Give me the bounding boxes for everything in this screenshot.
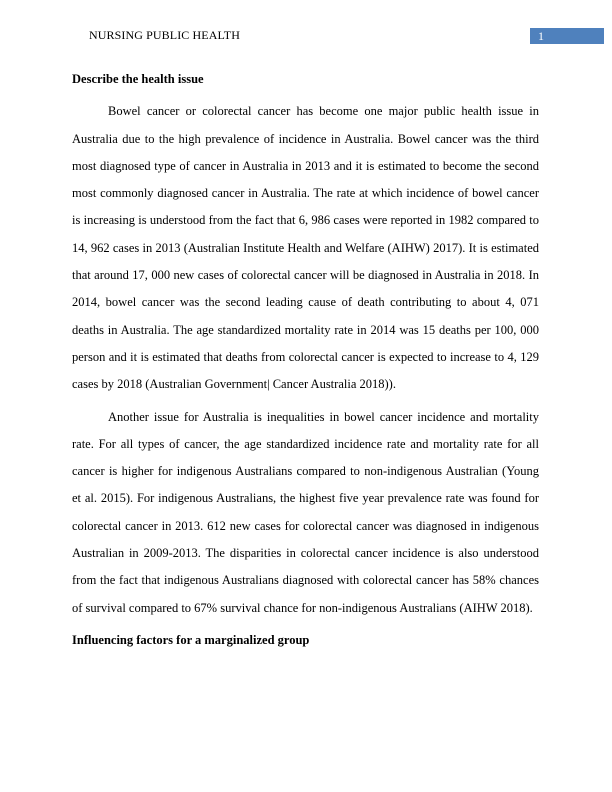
paragraph-bowel-cancer: Bowel cancer or colorectal cancer has become one major public health issue in Australia due to the high prevalence of incidence in Australia. Bowel cancer was the third most diagnosed type of cancer in Australia in 2013 and it is estimated to become the second most commonly diagnosed cancer in Australia. The rate at which incidence of bowel cancer is increasing is understood from the fact that 6, 986 cases were reported in 1982 compared to 14, 962 cases in 2013 (Australian Institute Health and Welfare (AIHW) 2017). It is estimated that around 17, 000 new cases of colorectal cancer will be diagnosed in Australia in 2018. In 2014, bowel cancer was the second leading cause of death contributing to about 4, 071 deaths in Australia. The age standardized mortality rate in 2014 was 15 deaths per 100, 000 person and it is estimated that deaths from colorectal cancer is expected to increase to 4, 129 cases by 2018 (Australian Government| Cancer Australia 2018)).: [72, 104, 539, 392]
page-number-badge: 1: [530, 28, 604, 44]
section-heading-health-issue: Describe the health issue: [72, 72, 204, 86]
paragraph-inequalities: Another issue for Australia is inequalities in bowel cancer incidence and mortality rate. For all types of cancer, the age standardized incidence rate and mortality rate for all cancer is higher for indigenous Australians compared to non-indigenous Australian (Young et al. 2015). For indigenous Australians, the highest five year prevalence rate was found for colorectal cancer in 2013. 612 new cases for colorectal cancer was diagnosed in indigenous Australian in 2009-2013. The disparities in colorectal cancer incidence is also understood from the fact that indigenous Australians diagnosed with colorectal cancer has 58% chances of survival compared to 67% survival chance for non-indigenous Australians (AIHW 2018).: [72, 409, 539, 615]
document-body: [72, 66, 539, 654]
running-head: NURSING PUBLIC HEALTH: [89, 28, 240, 42]
section-heading-influencing-factors: Influencing factors for a marginalized group: [72, 632, 310, 647]
